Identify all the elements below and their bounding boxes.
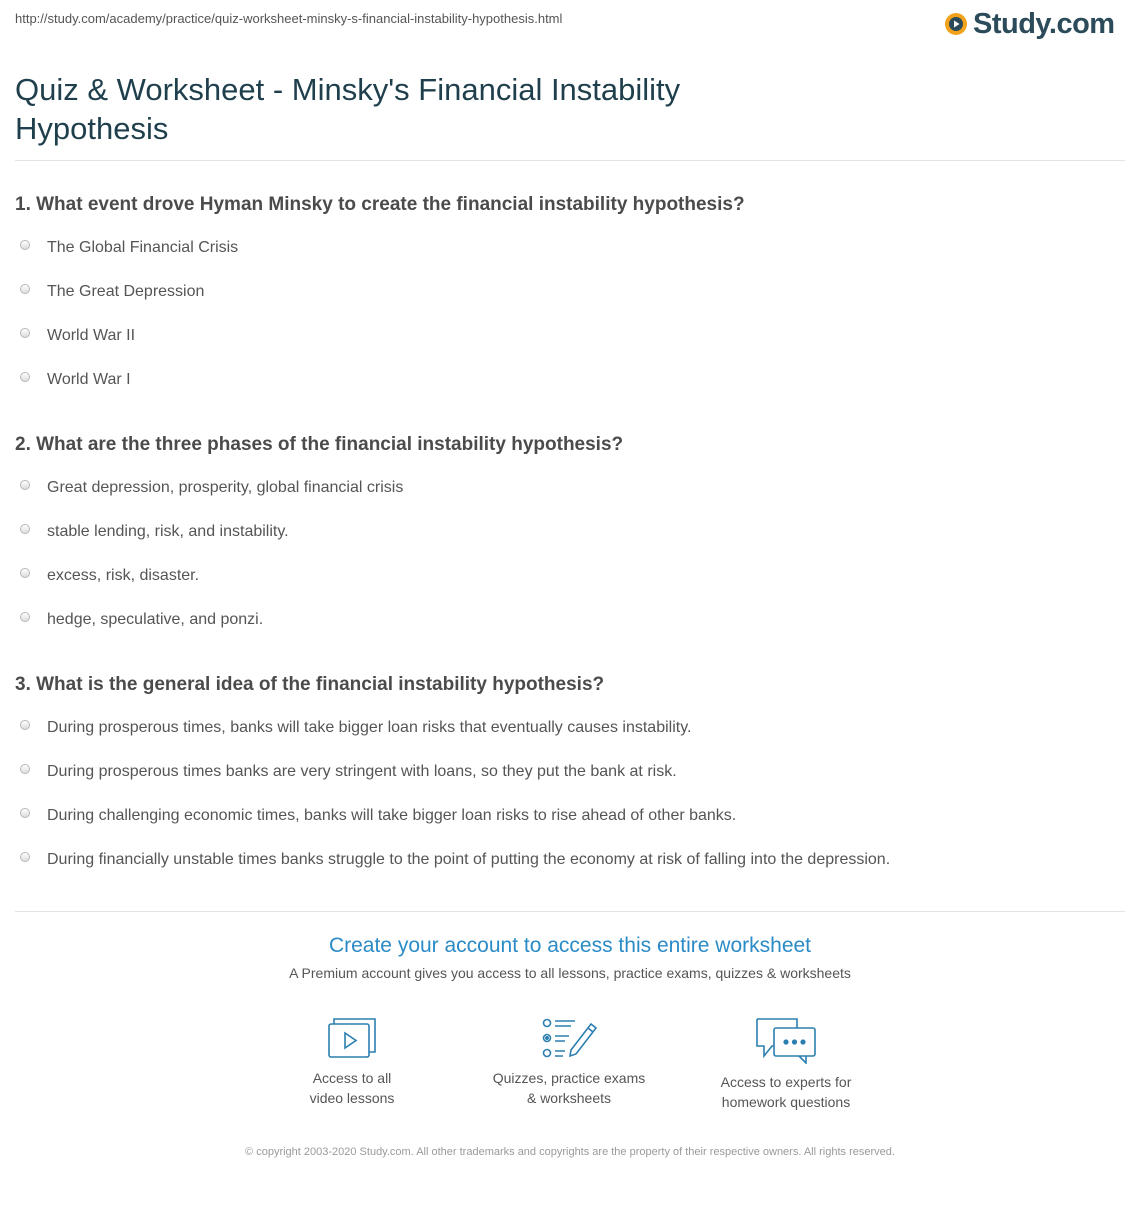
- radio-button[interactable]: [20, 764, 30, 774]
- answer-text: hedge, speculative, and ponzi.: [47, 611, 264, 628]
- answer-option[interactable]: [20, 371, 131, 389]
- answer-text: World War I: [47, 371, 131, 388]
- radio-button[interactable]: [20, 480, 30, 490]
- answer-text: Great depression, prosperity, global financial crisis: [47, 479, 404, 496]
- answer-option[interactable]: [20, 763, 677, 781]
- answer-text: World War II: [47, 327, 136, 344]
- answer-option[interactable]: [20, 283, 204, 301]
- answer-option[interactable]: [20, 719, 691, 737]
- question-2: 2. What are the three phases of the financial instability hypothesis?: [15, 434, 624, 455]
- answer-text: stable lending, risk, and instability.: [47, 523, 289, 540]
- answer-option[interactable]: [20, 239, 238, 257]
- feature-experts: [691, 1016, 881, 1112]
- feature-label-line: Access to all: [312, 1070, 392, 1086]
- answer-text: During financially unstable times banks struggle to the point of putting the economy at risk of falling into the depression.: [47, 851, 891, 868]
- answer-option[interactable]: [20, 567, 199, 585]
- copyright-notice: © copyright 2003-2020 Study.com. All other trademarks and copyrights are the property of their respective owners. All rights reserved.: [245, 1146, 895, 1158]
- page-url: http://study.com/academy/practice/quiz-worksheet-minsky-s-financial-instability-hypothesis.html: [15, 11, 563, 26]
- feature-video-lessons: [257, 1016, 447, 1108]
- radio-button[interactable]: [20, 524, 30, 534]
- answer-option[interactable]: [20, 807, 736, 825]
- create-account-link[interactable]: Create your account to access this entire worksheet: [328, 934, 812, 957]
- radio-button[interactable]: [20, 240, 30, 250]
- play-logo-icon: [944, 12, 968, 36]
- radio-button[interactable]: [20, 328, 30, 338]
- question-3: 3. What is the general idea of the financial instability hypothesis?: [15, 674, 605, 695]
- radio-button[interactable]: [20, 612, 30, 622]
- answer-text: The Great Depression: [47, 283, 205, 300]
- feature-label-line: Access to experts for: [720, 1074, 852, 1090]
- answer-text: excess, risk, disaster.: [47, 567, 200, 584]
- radio-button[interactable]: [20, 372, 30, 382]
- study-logo[interactable]: [944, 6, 1115, 42]
- feature-quizzes: [474, 1016, 664, 1108]
- chat-bubbles-icon: [754, 1016, 818, 1064]
- answer-option[interactable]: [20, 523, 289, 541]
- divider: [15, 160, 1125, 161]
- answer-option[interactable]: [20, 611, 263, 629]
- feature-label-line: homework questions: [721, 1094, 851, 1110]
- answer-option[interactable]: [20, 479, 403, 497]
- radio-button[interactable]: [20, 808, 30, 818]
- radio-button[interactable]: [20, 284, 30, 294]
- quiz-checklist-icon: [541, 1016, 597, 1060]
- answer-text: During prosperous times, banks will take bigger loan risks that eventually causes instability.: [47, 719, 692, 736]
- cta-subtitle: A Premium account gives you access to all lessons, practice exams, quizzes & worksheets: [289, 965, 851, 981]
- brand-name: Study.com: [973, 7, 1115, 40]
- radio-button[interactable]: [20, 852, 30, 862]
- answer-text: The Global Financial Crisis: [47, 239, 239, 256]
- feature-label-line: video lessons: [309, 1090, 395, 1106]
- answer-text: During prosperous times banks are very stringent with loans, so they put the bank at risk.: [47, 763, 677, 780]
- feature-label-line: Quizzes, practice exams: [492, 1070, 646, 1086]
- answer-text: During challenging economic times, banks will take bigger loan risks to rise ahead of other banks.: [47, 807, 737, 824]
- radio-button[interactable]: [20, 720, 30, 730]
- answer-option[interactable]: [20, 327, 135, 345]
- feature-label-line: & worksheets: [526, 1090, 612, 1106]
- divider: [15, 911, 1125, 912]
- radio-button[interactable]: [20, 568, 30, 578]
- answer-option[interactable]: [20, 851, 890, 869]
- page-title: Quiz & Worksheet - Minsky's Financial Instability Hypothesis: [15, 72, 681, 146]
- video-lessons-icon: [326, 1016, 378, 1060]
- question-1: 1. What event drove Hyman Minsky to create the financial instability hypothesis?: [15, 194, 745, 215]
